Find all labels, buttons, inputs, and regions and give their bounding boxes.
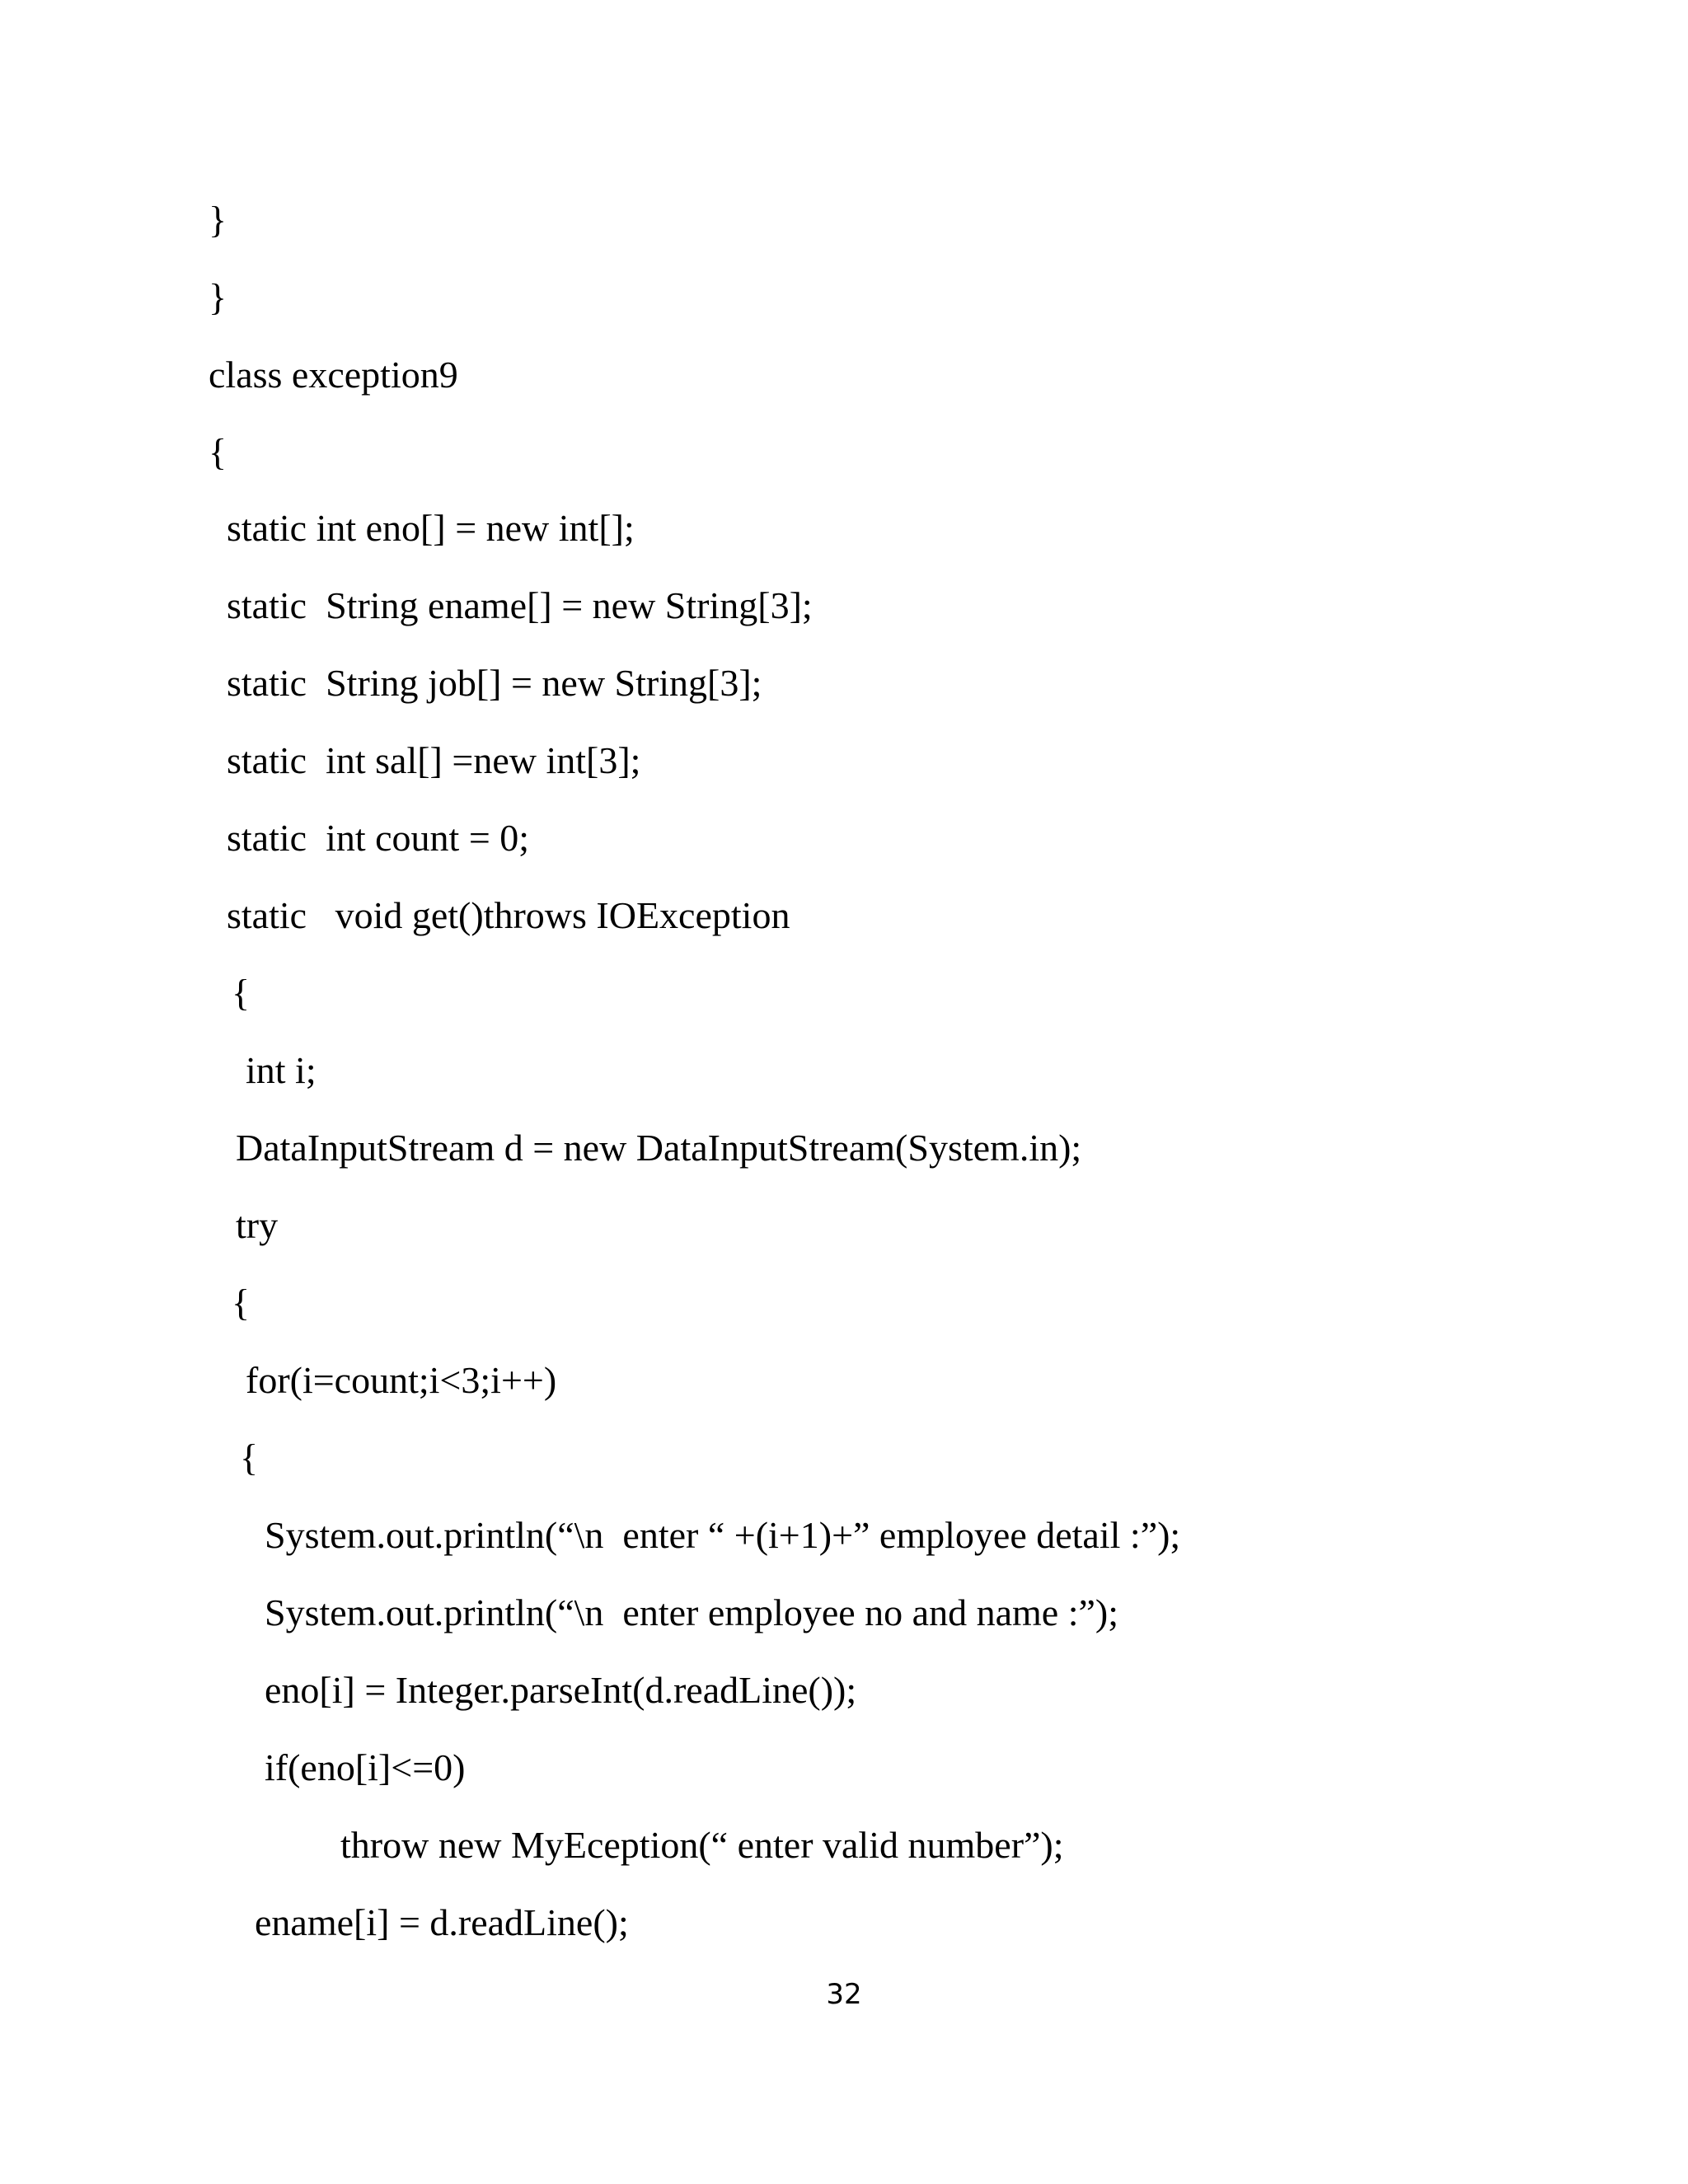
code-line: {: [232, 972, 251, 1014]
code-line: {: [240, 1436, 259, 1479]
code-line: static int count = 0;: [227, 817, 530, 859]
code-line: {: [209, 431, 227, 473]
code-line: System.out.println(“\n enter “ +(i+1)+” employee detail :”);: [265, 1514, 1181, 1556]
code-line: static String job[] = new String[3];: [227, 662, 762, 704]
code-line: }: [209, 199, 227, 241]
code-line: DataInputStream d = new DataInputStream(System.in);: [236, 1127, 1082, 1169]
code-line: static void get()throws IOException: [227, 894, 790, 936]
code-line: {: [232, 1282, 251, 1324]
code-line: ename[i] = d.readLine();: [255, 1901, 629, 1943]
code-line: eno[i] = Integer.parseInt(d.readLine());: [265, 1669, 857, 1711]
code-line: int i;: [246, 1049, 316, 1091]
code-line: for(i=count;i<3;i++): [246, 1359, 557, 1401]
code-line: static String ename[] = new String[3];: [227, 584, 813, 626]
code-line: try: [236, 1204, 279, 1246]
code-line: throw new MyEception(“ enter valid number”);: [340, 1824, 1064, 1866]
code-line: class exception9: [209, 354, 458, 396]
code-line: }: [209, 276, 227, 318]
code-line: static int eno[] = new int[];: [227, 507, 635, 549]
page-number: 32: [826, 1978, 862, 2011]
code-line: System.out.println(“\n enter employee no and name :”);: [265, 1591, 1118, 1633]
code-line: if(eno[i]<=0): [265, 1746, 466, 1788]
code-line: static int sal[] =new int[3];: [227, 739, 641, 781]
